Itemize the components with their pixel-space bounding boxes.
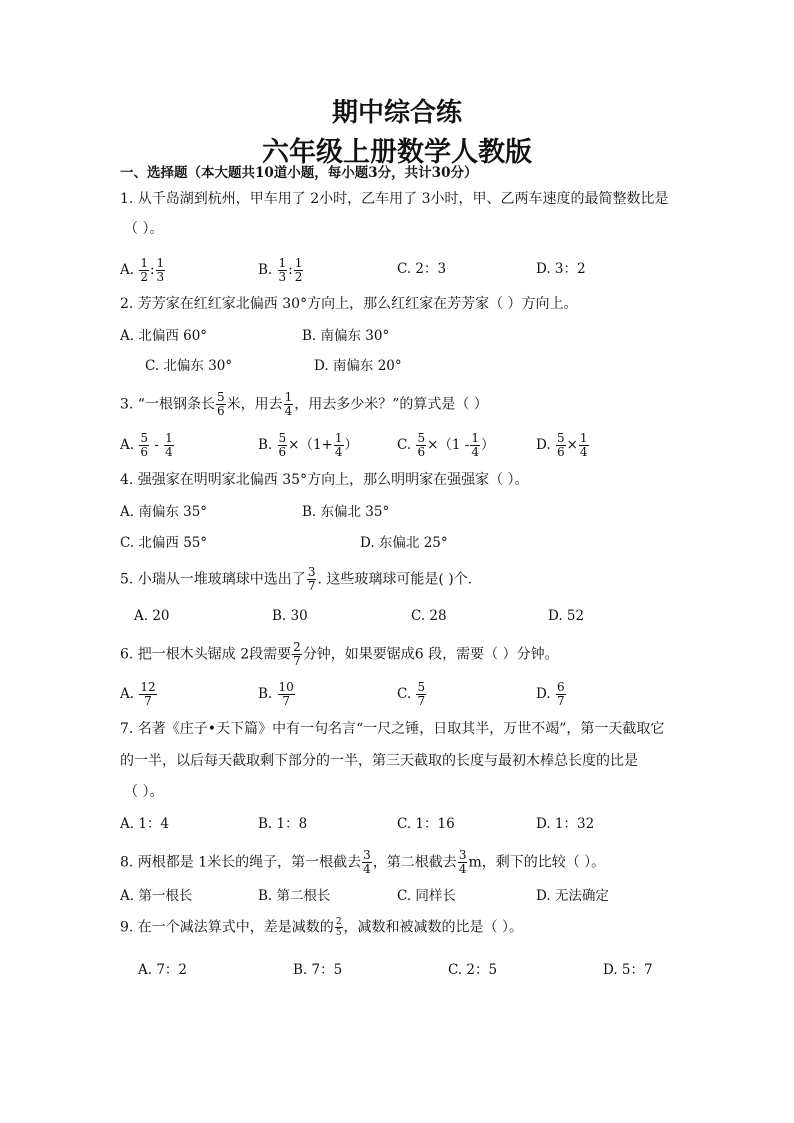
denominator: 4 xyxy=(471,445,479,459)
fraction xyxy=(556,681,566,708)
operator: ） xyxy=(480,437,495,453)
question-text: m，剩下的比较（ ）。 xyxy=(468,854,606,871)
numerator: 1 xyxy=(334,431,343,445)
numerator: 1 xyxy=(278,256,287,270)
numerator: 5 xyxy=(216,390,225,404)
fraction xyxy=(139,257,149,284)
question-6-option-a xyxy=(120,681,158,708)
option-letter: A. xyxy=(120,437,135,453)
denominator: 7 xyxy=(293,654,301,668)
question-text: 9. 在一个减法算式中，差是减数的 xyxy=(120,919,334,936)
question-9-option-c: C. 2：5 xyxy=(448,962,498,978)
numerator: 1 xyxy=(579,431,588,445)
question-8-text xyxy=(120,849,605,876)
question-3-option-c xyxy=(397,432,494,459)
question-text: ，第二根截去 xyxy=(372,854,457,871)
operator: ×（1+ xyxy=(288,437,333,453)
question-5-option-b: B. 30 xyxy=(272,608,308,624)
numerator: 3 xyxy=(307,565,316,579)
fraction xyxy=(334,432,344,459)
question-1-text: 1. 从千岛湖到杭州，甲车用了 2小时，乙车用了 3小时，甲、乙两车速度的最简整数比是 xyxy=(120,191,669,207)
section-heading: 一、选择题（本大题共10道小题，每小题3分，共计30分） xyxy=(120,165,478,181)
question-6-option-c xyxy=(397,681,427,708)
fraction xyxy=(416,432,426,459)
denominator: 6 xyxy=(417,445,426,459)
option-letter: C. xyxy=(397,686,412,702)
question-8-option-d: D. 无法确定 xyxy=(536,888,609,904)
denominator: 4 xyxy=(284,404,293,418)
question-3-option-d xyxy=(536,432,590,459)
numerator: 1 xyxy=(165,431,173,445)
numerator: 6 xyxy=(556,680,565,694)
numerator: 2 xyxy=(293,640,301,654)
numerator: 1 xyxy=(156,256,165,270)
numerator: 1 xyxy=(471,431,479,445)
fraction xyxy=(139,681,156,708)
option-letter: D. xyxy=(536,686,551,702)
question-3-option-a xyxy=(120,432,175,459)
denominator: 7 xyxy=(556,694,565,708)
question-text: . 这些玻璃球可能是( )个. xyxy=(317,571,473,588)
question-6-option-b xyxy=(258,681,296,708)
option-letter: A. xyxy=(120,686,135,702)
question-5-option-d: D. 52 xyxy=(548,608,585,624)
question-5-text xyxy=(120,566,472,593)
question-7-option-c: C. 1：16 xyxy=(397,816,455,832)
operator: ） xyxy=(344,437,359,453)
ratio-separator: : xyxy=(288,262,293,278)
option-letter: D. xyxy=(536,437,551,453)
fraction xyxy=(278,257,288,284)
question-text: ，用去多少米？”的算式是（ ） xyxy=(294,396,488,413)
fraction xyxy=(278,681,295,708)
question-1-option-d: D. 3：2 xyxy=(536,261,586,277)
question-5-option-a: A. 20 xyxy=(134,608,170,624)
question-text: 8. 两根都是 1米长的绳子，第一根截去 xyxy=(120,854,362,871)
denominator: 7 xyxy=(307,579,316,593)
question-3-text xyxy=(120,391,488,418)
question-9-option-d: D. 5：7 xyxy=(603,962,653,978)
question-2-text: 2. 芳芳家在红红家北偏西 30°方向上，那么红红家在芳芳家（ ）方向上。 xyxy=(120,296,578,312)
numerator: 1 xyxy=(140,256,148,270)
question-text: 分钟，如果要锯成6 段，需要（ ）分钟。 xyxy=(302,646,559,663)
question-1-option-a xyxy=(120,257,166,284)
denominator: 7 xyxy=(417,694,426,708)
fraction xyxy=(292,641,302,668)
question-4-option-a: A. 南偏东 35° xyxy=(120,504,208,520)
page-subtitle: 六年级上册数学人教版 xyxy=(262,137,532,168)
page-title: 期中综合练 xyxy=(331,98,462,128)
question-8-option-c: C. 同样长 xyxy=(397,888,456,904)
numerator: 1 xyxy=(294,256,303,270)
denominator: 7 xyxy=(144,694,152,708)
question-text: 米，用去 xyxy=(226,396,283,413)
ratio-separator: : xyxy=(149,262,155,278)
question-9-option-b: B. 7：5 xyxy=(293,962,343,978)
denominator: 5 xyxy=(335,928,342,938)
question-text: 3. “一根钢条长 xyxy=(120,396,215,413)
numerator: 3 xyxy=(458,848,467,862)
denominator: 6 xyxy=(216,404,225,418)
numerator: 5 xyxy=(417,431,426,445)
numerator: 5 xyxy=(556,431,565,445)
option-letter: A. xyxy=(120,262,135,278)
question-2-option-d: D. 南偏东 20° xyxy=(314,358,402,374)
denominator: 4 xyxy=(579,445,588,459)
question-4-option-c: C. 北偏西 55° xyxy=(120,535,208,551)
numerator: 3 xyxy=(363,848,371,862)
denominator: 4 xyxy=(363,862,371,876)
fraction xyxy=(164,432,174,459)
denominator: 3 xyxy=(156,270,165,284)
fraction xyxy=(470,432,480,459)
option-letter: B. xyxy=(258,686,273,702)
question-6-text xyxy=(120,641,559,668)
question-2-option-c: C. 北偏东 30° xyxy=(145,358,233,374)
question-2-option-b: B. 南偏东 30° xyxy=(302,328,390,344)
denominator: 2 xyxy=(140,270,148,284)
fraction xyxy=(335,917,343,938)
question-8-option-a: A. 第一根长 xyxy=(120,888,193,904)
fraction xyxy=(307,566,317,593)
numerator: 10 xyxy=(278,680,294,694)
fraction xyxy=(284,391,294,418)
question-7-option-d: D. 1：32 xyxy=(536,816,595,832)
denominator: 2 xyxy=(294,270,303,284)
numerator: 5 xyxy=(278,431,287,445)
question-text: ，减数和被减数的比是（ ）。 xyxy=(343,919,523,936)
fraction xyxy=(556,432,566,459)
question-2-option-a: A. 北偏西 60° xyxy=(120,328,208,344)
question-7-option-a: A. 1：4 xyxy=(120,816,170,832)
question-7-line-1: 7. 名著《庄子•天下篇》中有一句名言“一尺之锤，日取其半，万世不竭”，第一天截取它 xyxy=(120,721,665,737)
fraction xyxy=(139,432,149,459)
fraction xyxy=(579,432,589,459)
question-4-option-d: D. 东偏北 25° xyxy=(360,535,448,551)
question-7-line-2: 的一半，以后每天截取剩下部分的一半，第三天截取的长度与最初木棒总长度的比是 xyxy=(120,753,638,769)
numerator: 1 xyxy=(284,390,293,404)
question-1-option-c: C. 2：3 xyxy=(397,261,447,277)
fraction xyxy=(156,257,166,284)
denominator: 6 xyxy=(556,445,565,459)
operator: ×（1 - xyxy=(427,437,470,453)
operator: - xyxy=(154,437,159,453)
question-text: 6. 把一根木头锯成 2段需要 xyxy=(120,646,292,663)
question-5-option-c: C. 28 xyxy=(411,608,447,624)
option-letter: B. xyxy=(258,262,273,278)
question-3-option-b xyxy=(258,432,358,459)
question-7-option-b: B. 1：8 xyxy=(258,816,308,832)
fraction xyxy=(458,849,468,876)
numerator: 12 xyxy=(140,680,156,694)
operator: × xyxy=(566,437,578,453)
question-7-line-3: （ ）。 xyxy=(124,784,164,800)
numerator: 2 xyxy=(335,917,342,927)
denominator: 4 xyxy=(165,445,173,459)
fraction xyxy=(216,391,226,418)
denominator: 3 xyxy=(278,270,287,284)
question-1-blank: （ ）。 xyxy=(124,221,164,237)
question-4-option-b: B. 东偏北 35° xyxy=(302,504,390,520)
fraction xyxy=(416,681,426,708)
option-letter: B. xyxy=(258,437,273,453)
denominator: 6 xyxy=(278,445,287,459)
denominator: 6 xyxy=(140,445,148,459)
question-4-text: 4. 强强家在明明家北偏西 35°方向上，那么明明家在强强家（ ）。 xyxy=(120,472,529,488)
question-9-option-a: A. 7：2 xyxy=(138,962,188,978)
fraction xyxy=(362,849,372,876)
question-1-option-b xyxy=(258,257,304,284)
denominator: 4 xyxy=(458,862,467,876)
question-text: 5. 小瑞从一堆玻璃球中选出了 xyxy=(120,571,306,588)
option-letter: C. xyxy=(397,437,412,453)
question-6-option-d xyxy=(536,681,567,708)
denominator: 4 xyxy=(334,445,343,459)
denominator: 7 xyxy=(282,694,290,708)
question-8-option-b: B. 第二根长 xyxy=(258,888,331,904)
fraction xyxy=(278,432,288,459)
numerator: 5 xyxy=(140,431,148,445)
numerator: 5 xyxy=(417,680,426,694)
question-9-text xyxy=(120,917,523,938)
fraction xyxy=(294,257,304,284)
